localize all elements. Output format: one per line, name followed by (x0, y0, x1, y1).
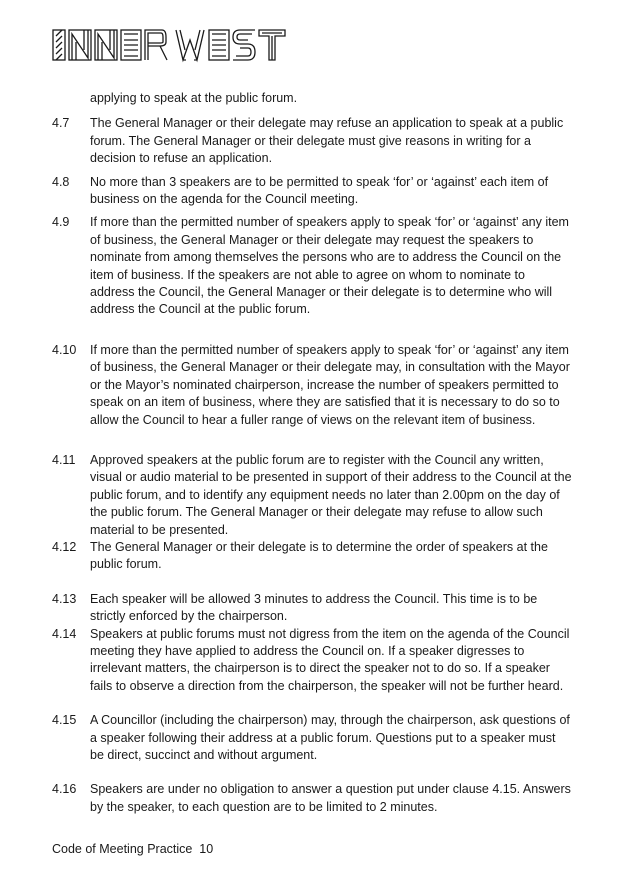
clause-number: 4.13 (52, 591, 77, 606)
clause-4-12 (52, 539, 572, 574)
clause-number: 4.12 (52, 539, 77, 554)
clause-text: If more than the permitted number of speakers apply to speak ‘for’ or ‘against’ any item of business, the General Manager or their delegate may, in consultation with the Mayor or the Mayor’s nominated chairperson, increase the number of speakers permitted to speak on an item of business, where they are satisfied that it is necessary to do so to allow the Council to hear a fuller range of views on the relevant item of business. (90, 342, 570, 427)
inner-west-logo (52, 28, 288, 64)
clause-number: 4.10 (52, 342, 77, 357)
page-footer: Code of Meeting Practice 10 (52, 842, 214, 856)
document-body (52, 90, 572, 816)
clause-4-15 (52, 712, 572, 764)
clause-number: 4.16 (52, 782, 77, 797)
clause-4-10 (52, 342, 572, 429)
clause-text: The General Manager or their delegate may refuse an application to speak at a public forum. The General Manager or their delegate must give reasons in writing for a decision to refuse an application. (90, 116, 564, 166)
clause-text: Speakers at public forums must not digress from the item on the agenda of the Council meeting they have applied to address the Council on. If a speaker digresses to irrelevant matters, the chairperson is to direct the speaker not to do so. If a speaker fails to observe a direction from the chairperson, the speaker will not be further heard. (90, 626, 570, 693)
clause-text: Each speaker will be allowed 3 minutes to address the Council. This time is to be strictly enforced by the chairperson. (90, 591, 538, 624)
clause-text: A Councillor (including the chairperson) may, through the chairperson, ask questions of a speaker following their address at a public forum. Questions put to a speaker must be direct, succinct and without argument. (90, 713, 570, 762)
clause-4-8 (52, 174, 572, 209)
clause-text: Approved speakers at the public forum are to register with the Council any written, visual or audio material to be presented in support of their address to the Council at the public forum, and to identify any equipment needs no later than 2.00pm on the day of the public forum. The General Manager or their delegate may refuse to allow such material to be presented. (90, 452, 572, 537)
clause-text: If more than the permitted number of speakers apply to speak ‘for’ or ‘against’ any item of business, the General Manager or their delegate may request the speakers to nominate from among themselves the persons who are to address the Council on the item of business. If the speakers are not able to agree on whom to nominate to address the Council, the General Manager or their delegate is to determine who will address the Council at the public forum. (90, 215, 569, 317)
clause-text: No more than 3 speakers are to be permitted to speak ‘for’ or ‘against’ each item of business on the agenda for the Council meeting. (90, 174, 549, 207)
clause-4-9 (52, 214, 572, 318)
clause-4-14 (52, 626, 572, 696)
clause-number: 4.14 (52, 626, 77, 641)
clause-text: Speakers are under no obligation to answer a question put under clause 4.15. Answers by the speaker, to each question are to be limited to 2 minutes. (90, 782, 571, 814)
clause-number: 4.7 (52, 116, 70, 131)
clause-number: 4.15 (52, 713, 77, 728)
clause-4-7 (52, 115, 572, 167)
clause-number: 4.11 (52, 452, 76, 467)
continuation-text: applying to speak at the public forum. (90, 91, 298, 105)
clause-number: 4.8 (52, 174, 70, 189)
clause-4-11 (52, 452, 572, 539)
clause-4-13 (52, 591, 572, 626)
clause-number: 4.9 (52, 215, 70, 230)
clause-text: The General Manager or their delegate is to determine the order of speakers at the public forum. (90, 539, 548, 572)
clause-4-16 (52, 781, 572, 816)
